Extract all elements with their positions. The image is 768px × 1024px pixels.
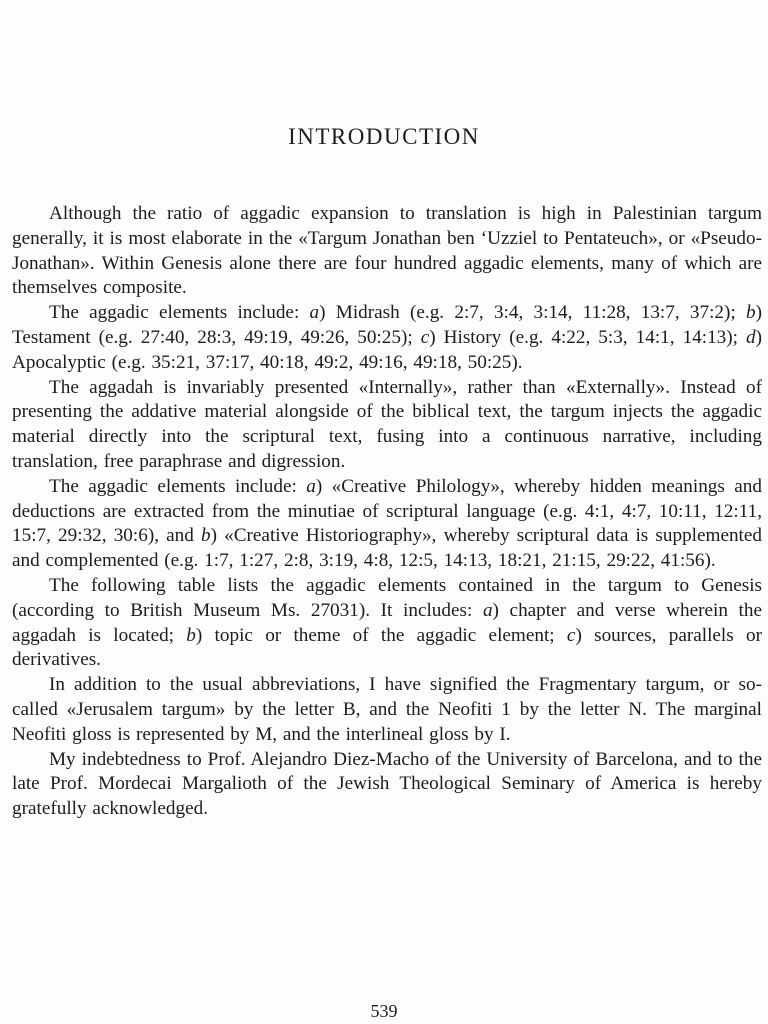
text-run: ) topic or theme of the aggadic element; <box>195 624 567 646</box>
text-run: ) Midrash (e.g. 2:7, 3:4, 3:14, 11:28, 13:7, 37:2); <box>319 302 747 324</box>
paragraph <box>12 673 762 747</box>
italic-list-marker: b <box>186 624 196 646</box>
paragraph <box>12 574 762 673</box>
italic-list-marker: b <box>201 525 211 547</box>
page-title: INTRODUCTION <box>288 124 480 149</box>
text-run: ) «Creative Philology», whereby hidden meanings and deductions are extracted from the minutiae of scriptural language (e.g. 4:1, 4:7, 10:11, 12:11, 15:7, 29:32, 30:6), and <box>12 475 762 547</box>
paragraph <box>12 376 762 475</box>
text-run: The aggadic elements include: <box>49 302 310 324</box>
italic-list-marker: a <box>482 599 493 621</box>
text-run: The aggadic elements include: <box>49 475 307 497</box>
text-run: My indebtedness to Prof. Alejandro Diez-Macho of the University of Barcelona, and to the late Prof. Mordecai Margalioth of the Jewish Theological Seminary of America is hereby gratefully acknowledged. <box>12 748 762 820</box>
text-run: ) sources, parallels or derivatives. <box>12 624 762 671</box>
paragraph <box>12 475 762 574</box>
text-run: ) History (e.g. 4:22, 5:3, 14:1, 14:13); <box>429 326 747 348</box>
italic-list-marker: b <box>746 302 756 324</box>
italic-list-marker: d <box>746 326 756 348</box>
body-text <box>12 202 762 822</box>
text-run: ) Testament (e.g. 27:40, 28:3, 49:19, 49:26, 50:25); <box>12 302 762 348</box>
page-number: 539 <box>370 1001 398 1021</box>
text-run: ) «Creative Historiography», whereby scriptural data is supplemented and complemented (e.g. 1:7, 1:27, 2:8, 3:19, 4:8, 12:5, 14:13, 18:21, 21:15, 29:22, 41:56). <box>12 525 762 572</box>
paragraph <box>12 202 762 301</box>
text-run: The following table lists the aggadic elements contained in the targum to Genesis (according to British Museum Ms. 27031). It includes: <box>12 574 762 621</box>
italic-list-marker: a <box>306 475 316 497</box>
italic-list-marker: a <box>309 302 320 324</box>
text-run: ) chapter and verse wherein the aggadah is located; <box>12 599 762 646</box>
text-run: ) Apocalyptic (e.g. 35:21, 37:17, 40:18, 49:2, 49:16, 49:18, 50:25). <box>12 326 763 373</box>
paragraph <box>12 301 762 375</box>
text-run: Although the ratio of aggadic expansion to translation is high in Palestinian targum generally, it is most elaborate in the «Targum Jonathan ben ‘Uzziel to Pentateuch», or «Pseudo-Jonathan». Within Genesis alone there are four hundred aggadic elements, many of which are themselves composite. <box>12 203 762 299</box>
text-run: In addition to the usual abbreviations, I have signified the Fragmentary targum, or so-called «Jerusalem targum» by the letter B, and the Neofiti 1 by the letter N. The marginal Neofiti gloss is represented by M, and the interlineal gloss by I. <box>12 674 762 745</box>
italic-list-marker: c <box>420 326 430 348</box>
text-run: The aggadah is invariably presented «Internally», rather than «Externally». Instead of presenting the addative material alongside of the biblical text, the targum injects the aggadic material directly into the scriptural text, fusing into a continuous narrative, including translation, free paraphrase and digression. <box>12 376 762 472</box>
paragraph <box>12 748 762 822</box>
italic-list-marker: c <box>566 624 576 646</box>
